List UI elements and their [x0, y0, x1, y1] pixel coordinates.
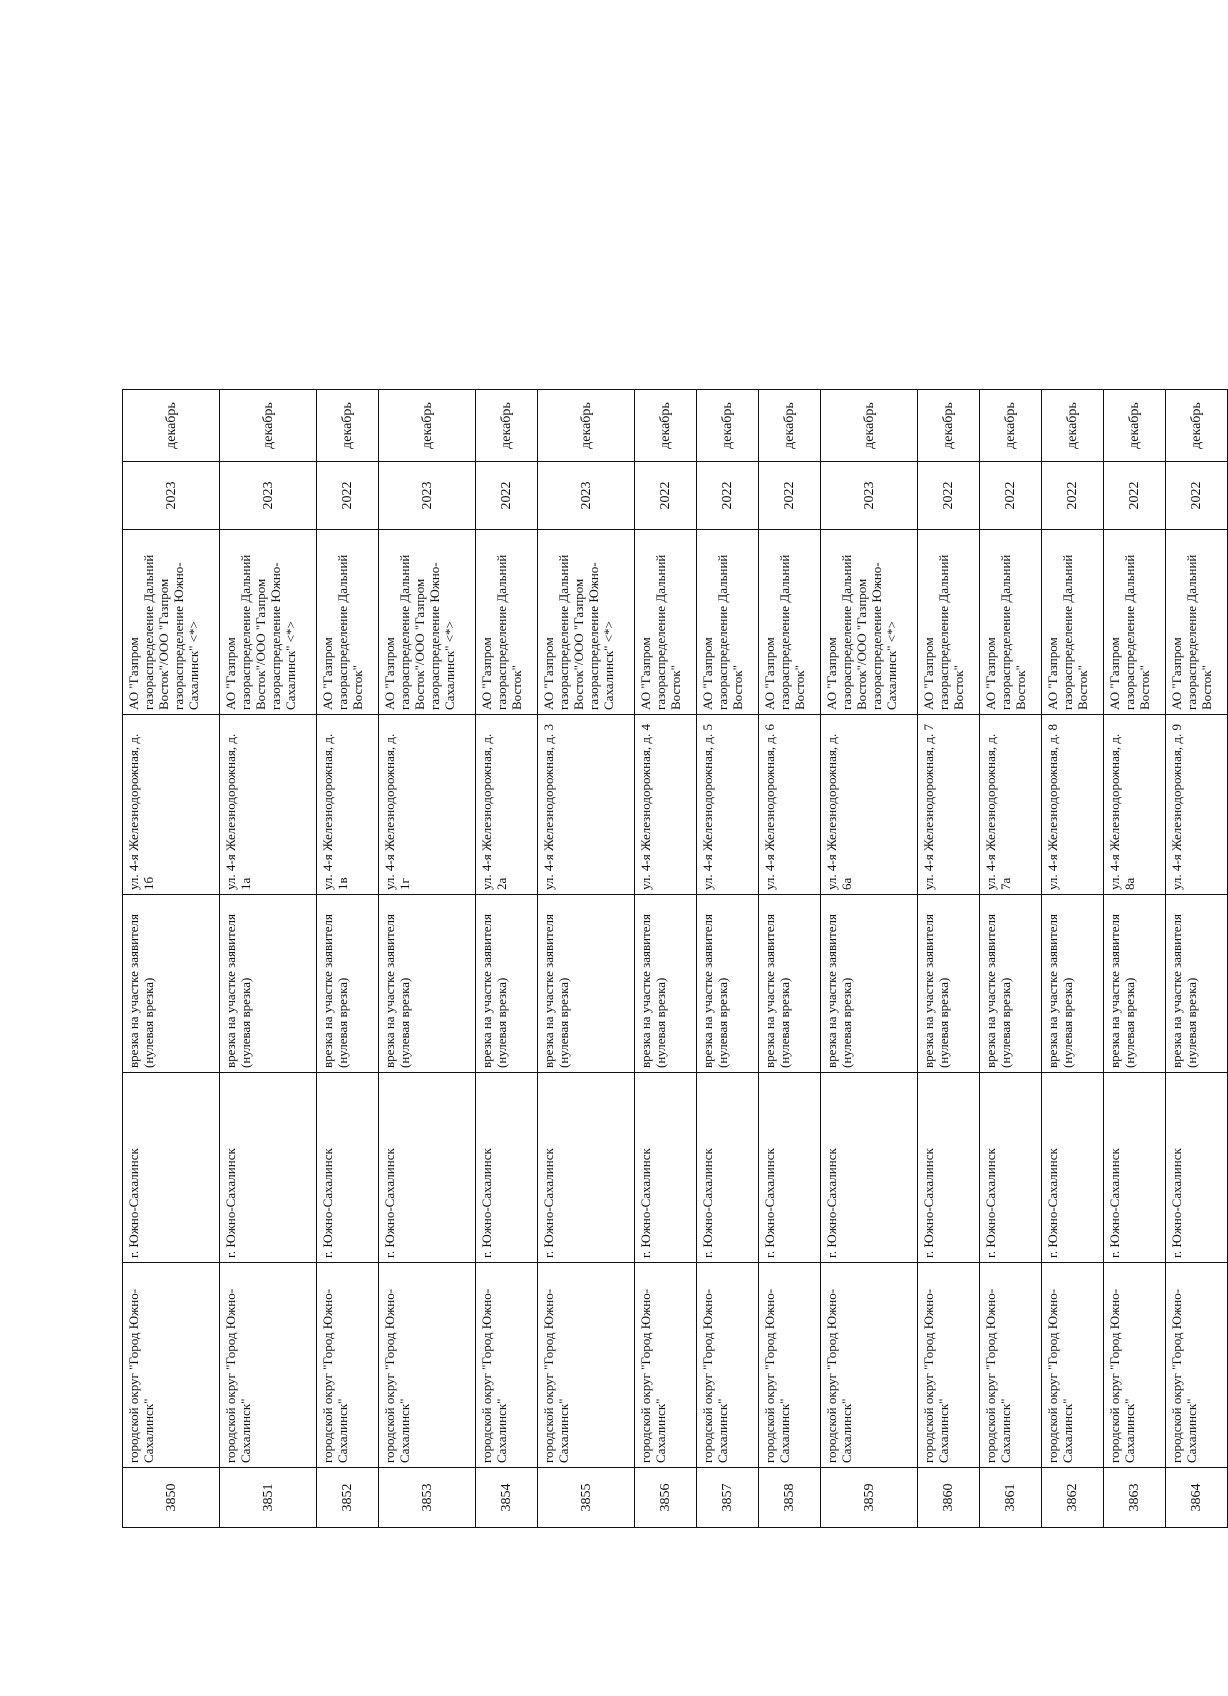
year-cell: 2022	[980, 462, 1042, 530]
organization-cell: АО "Газпром газораспределение Дальний Восток"	[1166, 530, 1228, 715]
address-cell: ул. 4-я Железнодорожная, д. 7	[918, 715, 980, 895]
table-row	[538, 390, 635, 1528]
connection-type-cell: врезка на участке заявителя (нулевая врезка)	[317, 895, 379, 1073]
connection-type-cell: врезка на участке заявителя (нулевая врезка)	[1166, 895, 1228, 1073]
address-cell: ул. 4-я Железнодорожная, д. 6а	[821, 715, 918, 895]
connection-type-cell: врезка на участке заявителя (нулевая врезка)	[220, 895, 317, 1073]
month-cell: декабрь	[379, 390, 476, 462]
month-cell: декабрь	[123, 390, 220, 462]
connection-type-cell: врезка на участке заявителя (нулевая врезка)	[379, 895, 476, 1073]
table-row	[918, 390, 980, 1528]
row-number: 3861	[980, 1468, 1042, 1528]
year-cell: 2022	[1042, 462, 1104, 530]
settlement-cell: г. Южно-Сахалинск	[220, 1073, 317, 1263]
organization-cell: АО "Газпром газораспределение Дальний Восток"	[1104, 530, 1166, 715]
row-number: 3862	[1042, 1468, 1104, 1528]
row-number: 3860	[918, 1468, 980, 1528]
settlement-cell: г. Южно-Сахалинск	[821, 1073, 918, 1263]
year-cell: 2022	[1166, 462, 1228, 530]
month-cell: декабрь	[1166, 390, 1228, 462]
district-cell: городской округ "Город Южно-Сахалинск"	[1104, 1263, 1166, 1468]
address-cell: ул. 4-я Железнодорожная, д. 5	[697, 715, 759, 895]
table-row	[1042, 390, 1104, 1528]
month-cell: декабрь	[821, 390, 918, 462]
settlement-cell: г. Южно-Сахалинск	[317, 1073, 379, 1263]
table-row	[379, 390, 476, 1528]
address-cell: ул. 4-я Железнодорожная, д. 8	[1042, 715, 1104, 895]
table-row	[1166, 390, 1228, 1528]
organization-cell: АО "Газпром газораспределение Дальний Восток"/ООО "Газпром газораспределение Южно-Сахалинск" <*>	[379, 530, 476, 715]
table-body	[123, 390, 1228, 1528]
rotated-page	[122, 390, 1214, 1528]
row-number: 3852	[317, 1468, 379, 1528]
organization-cell: АО "Газпром газораспределение Дальний Восток"	[759, 530, 821, 715]
row-number: 3855	[538, 1468, 635, 1528]
district-cell: городской округ "Город Южно-Сахалинск"	[759, 1263, 821, 1468]
district-cell: городской округ "Город Южно-Сахалинск"	[220, 1263, 317, 1468]
table-row	[123, 390, 220, 1528]
table-row	[697, 390, 759, 1528]
district-cell: городской округ "Город Южно-Сахалинск"	[697, 1263, 759, 1468]
district-cell: городской округ "Город Южно-Сахалинск"	[1166, 1263, 1228, 1468]
district-cell: городской округ "Город Южно-Сахалинск"	[379, 1263, 476, 1468]
connection-type-cell: врезка на участке заявителя (нулевая врезка)	[918, 895, 980, 1073]
settlement-cell: г. Южно-Сахалинск	[759, 1073, 821, 1263]
month-cell: декабрь	[635, 390, 697, 462]
district-cell: городской округ "Город Южно-Сахалинск"	[1042, 1263, 1104, 1468]
row-number: 3854	[476, 1468, 538, 1528]
district-cell: городской округ "Город Южно-Сахалинск"	[317, 1263, 379, 1468]
organization-cell: АО "Газпром газораспределение Дальний Восток"/ООО "Газпром газораспределение Южно-Сахалинск" <*>	[220, 530, 317, 715]
year-cell: 2022	[759, 462, 821, 530]
table-row	[821, 390, 918, 1528]
table-row	[220, 390, 317, 1528]
row-number: 3851	[220, 1468, 317, 1528]
organization-cell: АО "Газпром газораспределение Дальний Восток"	[317, 530, 379, 715]
district-cell: городской округ "Город Южно-Сахалинск"	[821, 1263, 918, 1468]
month-cell: декабрь	[220, 390, 317, 462]
row-number: 3853	[379, 1468, 476, 1528]
year-cell: 2023	[220, 462, 317, 530]
district-cell: городской округ "Город Южно-Сахалинск"	[538, 1263, 635, 1468]
district-cell: городской округ "Город Южно-Сахалинск"	[123, 1263, 220, 1468]
row-number: 3858	[759, 1468, 821, 1528]
district-cell: городской округ "Город Южно-Сахалинск"	[918, 1263, 980, 1468]
table-row	[759, 390, 821, 1528]
district-cell: городской округ "Город Южно-Сахалинск"	[980, 1263, 1042, 1468]
year-cell: 2023	[379, 462, 476, 530]
year-cell: 2023	[821, 462, 918, 530]
year-cell: 2022	[635, 462, 697, 530]
table-row	[1104, 390, 1166, 1528]
month-cell: декабрь	[476, 390, 538, 462]
year-cell: 2022	[1104, 462, 1166, 530]
organization-cell: АО "Газпром газораспределение Дальний Восток"/ООО "Газпром газораспределение Южно-Сахалинск" <*>	[538, 530, 635, 715]
month-cell: декабрь	[1104, 390, 1166, 462]
address-cell: ул. 4-я Железнодорожная, д. 7а	[980, 715, 1042, 895]
address-cell: ул. 4-я Железнодорожная, д. 4	[635, 715, 697, 895]
year-cell: 2022	[918, 462, 980, 530]
settlement-cell: г. Южно-Сахалинск	[123, 1073, 220, 1263]
month-cell: декабрь	[1042, 390, 1104, 462]
settlement-cell: г. Южно-Сахалинск	[476, 1073, 538, 1263]
address-cell: ул. 4-я Железнодорожная, д. 9	[1166, 715, 1228, 895]
address-cell: ул. 4-я Железнодорожная, д. 3	[538, 715, 635, 895]
connection-type-cell: врезка на участке заявителя (нулевая врезка)	[538, 895, 635, 1073]
address-cell: ул. 4-я Железнодорожная, д. 6	[759, 715, 821, 895]
address-cell: ул. 4-я Железнодорожная, д. 8а	[1104, 715, 1166, 895]
address-cell: ул. 4-я Железнодорожная, д. 1а	[220, 715, 317, 895]
settlement-cell: г. Южно-Сахалинск	[697, 1073, 759, 1263]
settlement-cell: г. Южно-Сахалинск	[1042, 1073, 1104, 1263]
district-cell: городской округ "Город Южно-Сахалинск"	[635, 1263, 697, 1468]
month-cell: декабрь	[538, 390, 635, 462]
connection-type-cell: врезка на участке заявителя (нулевая врезка)	[635, 895, 697, 1073]
settlement-cell: г. Южно-Сахалинск	[379, 1073, 476, 1263]
year-cell: 2023	[538, 462, 635, 530]
organization-cell: АО "Газпром газораспределение Дальний Восток"	[697, 530, 759, 715]
month-cell: декабрь	[697, 390, 759, 462]
settlement-cell: г. Южно-Сахалинск	[1166, 1073, 1228, 1263]
row-number: 3857	[697, 1468, 759, 1528]
address-cell: ул. 4-я Железнодорожная, д. 2а	[476, 715, 538, 895]
table-row	[980, 390, 1042, 1528]
connection-type-cell: врезка на участке заявителя (нулевая врезка)	[123, 895, 220, 1073]
year-cell: 2023	[123, 462, 220, 530]
connection-type-cell: врезка на участке заявителя (нулевая врезка)	[476, 895, 538, 1073]
organization-cell: АО "Газпром газораспределение Дальний Восток"/ООО "Газпром газораспределение Южно-Сахалинск" <*>	[821, 530, 918, 715]
month-cell: декабрь	[317, 390, 379, 462]
district-cell: городской округ "Город Южно-Сахалинск"	[476, 1263, 538, 1468]
connection-type-cell: врезка на участке заявителя (нулевая врезка)	[821, 895, 918, 1073]
connection-type-cell: врезка на участке заявителя (нулевая врезка)	[759, 895, 821, 1073]
table-row	[317, 390, 379, 1528]
month-cell: декабрь	[980, 390, 1042, 462]
year-cell: 2022	[317, 462, 379, 530]
address-cell: ул. 4-я Железнодорожная, д. 1г	[379, 715, 476, 895]
row-number: 3863	[1104, 1468, 1166, 1528]
settlement-cell: г. Южно-Сахалинск	[538, 1073, 635, 1263]
settlement-cell: г. Южно-Сахалинск	[918, 1073, 980, 1263]
row-number: 3850	[123, 1468, 220, 1528]
organization-cell: АО "Газпром газораспределение Дальний Восток"	[1042, 530, 1104, 715]
organization-cell: АО "Газпром газораспределение Дальний Восток"	[918, 530, 980, 715]
address-cell: ул. 4-я Железнодорожная, д. 1в	[317, 715, 379, 895]
month-cell: декабрь	[759, 390, 821, 462]
connection-type-cell: врезка на участке заявителя (нулевая врезка)	[697, 895, 759, 1073]
address-cell: ул. 4-я Железнодорожная, д. 1б	[123, 715, 220, 895]
year-cell: 2022	[476, 462, 538, 530]
row-number: 3864	[1166, 1468, 1228, 1528]
organization-cell: АО "Газпром газораспределение Дальний Восток"	[635, 530, 697, 715]
gasification-schedule-table	[122, 389, 1228, 1528]
month-cell: декабрь	[918, 390, 980, 462]
organization-cell: АО "Газпром газораспределение Дальний Восток"	[476, 530, 538, 715]
connection-type-cell: врезка на участке заявителя (нулевая врезка)	[980, 895, 1042, 1073]
organization-cell: АО "Газпром газораспределение Дальний Восток"	[980, 530, 1042, 715]
connection-type-cell: врезка на участке заявителя (нулевая врезка)	[1042, 895, 1104, 1073]
connection-type-cell: врезка на участке заявителя (нулевая врезка)	[1104, 895, 1166, 1073]
settlement-cell: г. Южно-Сахалинск	[635, 1073, 697, 1263]
table-row	[476, 390, 538, 1528]
year-cell: 2022	[697, 462, 759, 530]
settlement-cell: г. Южно-Сахалинск	[1104, 1073, 1166, 1263]
row-number: 3856	[635, 1468, 697, 1528]
organization-cell: АО "Газпром газораспределение Дальний Восток"/ООО "Газпром газораспределение Южно-Сахалинск" <*>	[123, 530, 220, 715]
settlement-cell: г. Южно-Сахалинск	[980, 1073, 1042, 1263]
row-number: 3859	[821, 1468, 918, 1528]
table-row	[635, 390, 697, 1528]
